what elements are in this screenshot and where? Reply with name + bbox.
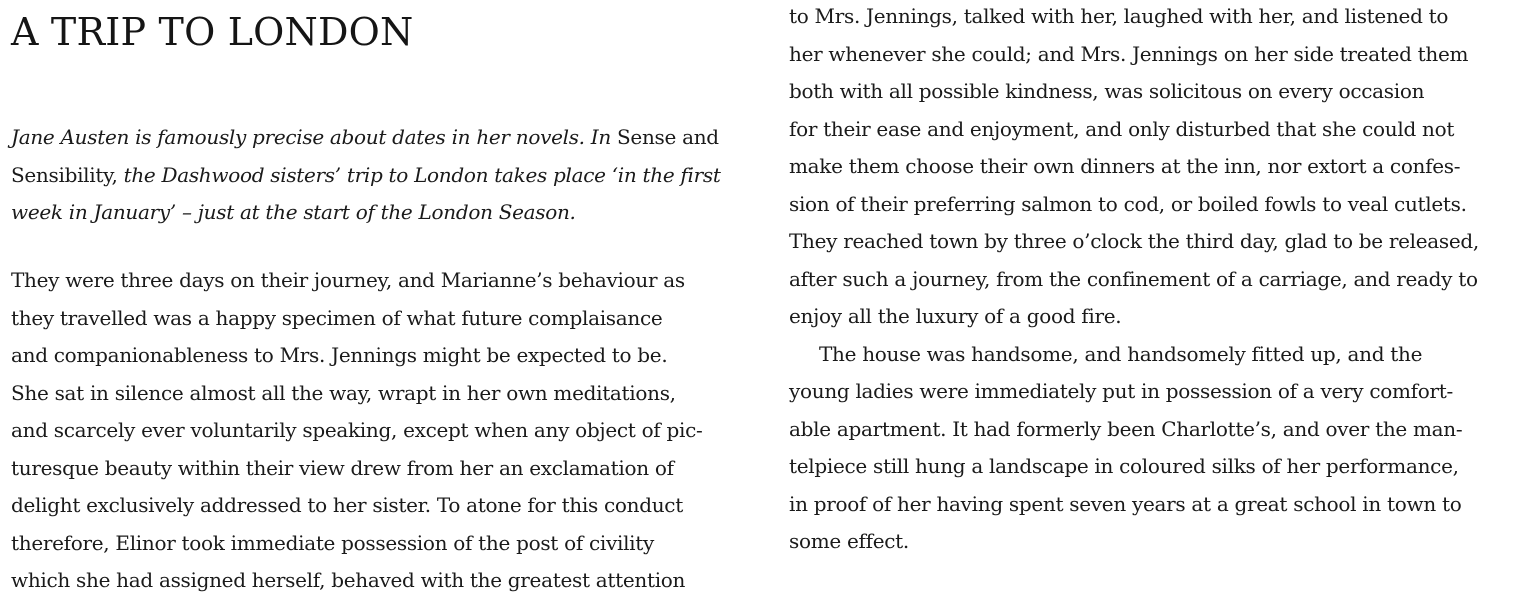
body-line: to Mrs. Jennings, talked with her, laughed with her, and listened to: [789, 4, 1449, 28]
body-line: sion of their preferring salmon to cod, or boiled fowls to veal cutlets.: [789, 192, 1467, 216]
body-line: make them choose their own dinners at the inn, nor extort a confes-: [789, 154, 1461, 178]
body-line: turesque beauty within their view drew from her an exclamation of: [11, 456, 674, 480]
body-line: telpiece still hung a landscape in coloured silks of her performance,: [789, 454, 1459, 478]
book-title-text: Sense and: [617, 125, 719, 149]
intro-line: [11, 200, 576, 224]
body-line: able apartment. It had formerly been Charlotte’s, and over the man-: [789, 417, 1463, 441]
intro-text-italic: week in January’ – just at the start of the London Season.: [11, 200, 576, 224]
paragraph-first-line: The house was handsome, and handsomely fitted up, and the: [819, 342, 1423, 366]
intro-text-italic: Jane Austen is famously precise about dates in her novels. In: [11, 125, 618, 149]
body-line: in proof of her having spent seven years at a great school in town to: [789, 492, 1462, 516]
body-line: her whenever she could; and Mrs. Jennings on her side treated them: [789, 42, 1469, 66]
intro-line: [11, 163, 721, 187]
body-line: some effect.: [789, 529, 909, 553]
body-line: They reached town by three o’clock the third day, glad to be released,: [789, 229, 1479, 253]
body-line: delight exclusively addressed to her sister. To atone for this conduct: [11, 493, 683, 517]
body-line: both with all possible kindness, was solicitous on every occasion: [789, 79, 1425, 103]
body-line: which she had assigned herself, behaved with the greatest attention: [11, 568, 686, 592]
body-line: for their ease and enjoyment, and only disturbed that she could not: [789, 117, 1455, 141]
body-line: They were three days on their journey, and Marianne’s behaviour as: [11, 268, 685, 292]
intro-text-italic: the Dashwood sisters’ trip to London takes place ‘in the first: [123, 163, 721, 187]
body-line: and companionableness to Mrs. Jennings might be expected to be.: [11, 343, 668, 367]
body-line: they travelled was a happy specimen of what future complaisance: [11, 306, 663, 330]
body-line: after such a journey, from the confinement of a carriage, and ready to: [789, 267, 1478, 291]
chapter-title: A TRIP TO LONDON: [11, 10, 414, 54]
book-title-text: Sensibility,: [11, 163, 124, 187]
body-line: enjoy all the luxury of a good fire.: [789, 304, 1122, 328]
body-line: and scarcely ever voluntarily speaking, except when any object of pic-: [11, 418, 703, 442]
intro-line: [11, 125, 719, 149]
body-line: She sat in silence almost all the way, wrapt in her own meditations,: [11, 381, 676, 405]
body-line: young ladies were immediately put in possession of a very comfort-: [789, 379, 1453, 403]
body-line: therefore, Elinor took immediate possession of the post of civility: [11, 531, 654, 555]
